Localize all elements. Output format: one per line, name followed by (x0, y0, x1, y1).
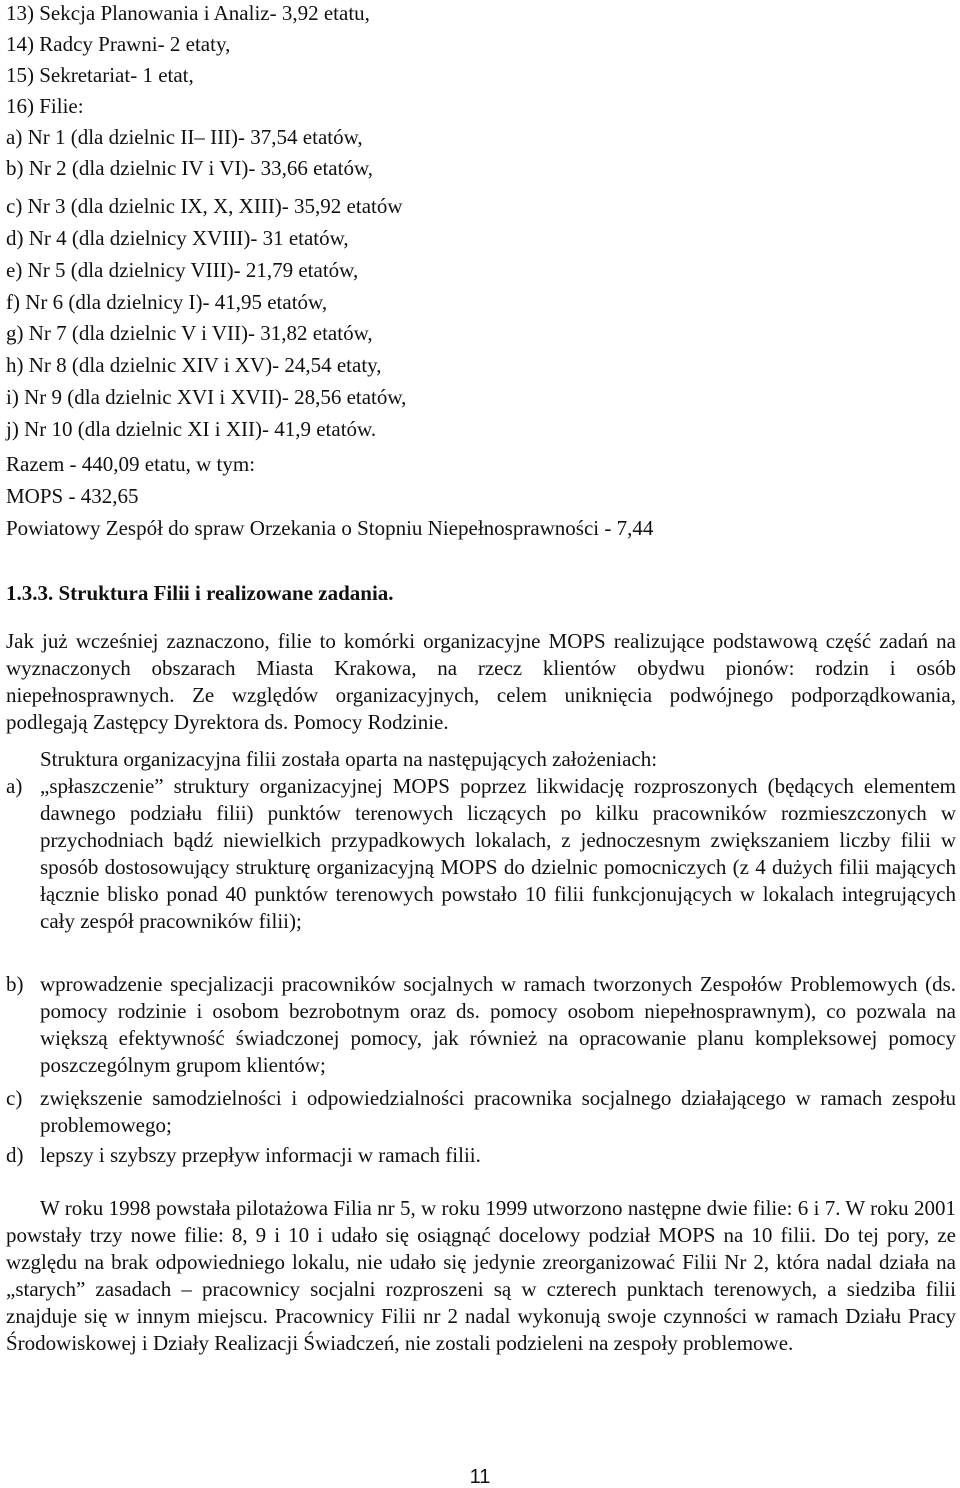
list-line-15: 15) Sekretariat- 1 etat, (6, 63, 194, 87)
list-line-14: 14) Radcy Prawni- 2 etaty, (6, 32, 231, 56)
page-number: 11 (469, 1466, 491, 1488)
list-line-13: 13) Sekcja Planowania i Analiz- 3,92 etatu, (6, 1, 370, 25)
assumption-label: d) (6, 1143, 24, 1167)
intro-paragraph: Jak już wcześniej zaznaczono, filie to komórki organizacyjne MOPS realizujące podstawową część zadań na wyznaczonych obszarach Miasta Krakowa, na rzecz klientów obydwu pionów: rodzin i osób niepełnosprawnych. Ze względów organizacyjnych, celem uniknięcia podwójnego podporządkowania, podlegają Zastępcy Dyrektora ds. Pomocy Rodzinie. (6, 629, 956, 734)
filia-line-c: c) Nr 3 (dla dzielnic IX, X, XIII)- 35,92 etatów (6, 194, 403, 218)
filia-line-f: f) Nr 6 (dla dzielnicy I)- 41,95 etatów, (6, 290, 328, 314)
history-paragraph: W roku 1998 powstała pilotażowa Filia nr 5, w roku 1999 utworzono następne dwie filie: 6 i 7. W roku 2001 powstały trzy nowe filie: 8, 9 i 10 i udało się osiągnąć docelowy podział MOPS na 10 filii. Do tej pory, ze względu na brak odpowiedniego lokalu, nie udało się jedynie zreorganizować Filii Nr 2, która nadal działa na „starych” zasadach – pracownicy socjalni rozproszeni są w czterech punktach terenowych, a siedziba filii znajduje się w innym miejscu. Pracownicy Filii nr 2 nadal wykonują swoje czynności w ramach Działu Pracy Środowiskowej i Działy Realizacji Świadczeń, nie zostali podzieleni na zespoły problemowe. (6, 1196, 956, 1355)
filia-line-e: e) Nr 5 (dla dzielnicy VIII)- 21,79 etatów, (6, 258, 359, 282)
assumptions-intro: Struktura organizacyjna filii została oparta na następujących założeniach: (40, 747, 658, 771)
assumption-label: b) (6, 972, 24, 996)
assumption-label: c) (6, 1086, 23, 1110)
list-line-16: 16) Filie: (6, 94, 84, 118)
section-heading: 1.3.3. Struktura Filii i realizowane zadania. (6, 581, 394, 605)
pzon-line: Powiatowy Zespół do spraw Orzekania o Stopniu Niepełnosprawności - 7,44 (6, 516, 654, 540)
filia-line-b: b) Nr 2 (dla dzielnic IV i VI)- 33,66 etatów, (6, 156, 374, 180)
assumption-label: a) (6, 774, 23, 798)
assumption-text: lepszy i szybszy przepływ informacji w ramach filii. (40, 1143, 481, 1167)
filia-line-j: j) Nr 10 (dla dzielnic XI i XII)- 41,9 etatów. (6, 417, 377, 441)
total-line: Razem - 440,09 etatu, w tym: (6, 452, 256, 476)
filia-line-h: h) Nr 8 (dla dzielnic XIV i XV)- 24,54 etaty, (6, 353, 382, 377)
mops-line: MOPS - 432,65 (6, 484, 139, 508)
filia-line-a: a) Nr 1 (dla dzielnic II– III)- 37,54 etatów, (6, 125, 363, 149)
assumption-text: zwiększenie samodzielności i odpowiedzialności pracownika socjalnego działającego w ramach zespołu problemowego; (40, 1086, 956, 1137)
filia-line-g: g) Nr 7 (dla dzielnic V i VII)- 31,82 etatów, (6, 321, 373, 345)
assumption-text: „spłaszczenie” struktury organizacyjnej MOPS poprzez likwidację rozproszonych (będących elementem dawnego podziału filii) punktów terenowych liczących po kilku pracowników rozmieszczonych w przychodniach bądź niewielkich przypadkowych lokalach, z jednoczesnym zwiększaniem liczby filii w sposób dostosowujący strukturę organizacyjną MOPS do dzielnic pomocniczych (z 4 dużych filii mających łącznie blisko ponad 40 punktów terenowych powstało 10 filii funkcjonujących w lokalach integrujących cały zespół pracowników filii); (40, 774, 956, 933)
assumption-text: wprowadzenie specjalizacji pracowników socjalnych w ramach tworzonych Zespołów Problemowych (ds. pomocy rodzinie i osobom bezrobotnym oraz ds. pomocy osobom niepełnosprawnym), co pozwala na większą efektywność świadczonej pomocy, jak również na opracowanie planu kompleksowej pomocy poszczególnym grupom klientów; (40, 972, 956, 1077)
filia-line-i: i) Nr 9 (dla dzielnic XVI i XVII)- 28,56 etatów, (6, 385, 407, 409)
filia-line-d: d) Nr 4 (dla dzielnicy XVIII)- 31 etatów, (6, 226, 349, 250)
